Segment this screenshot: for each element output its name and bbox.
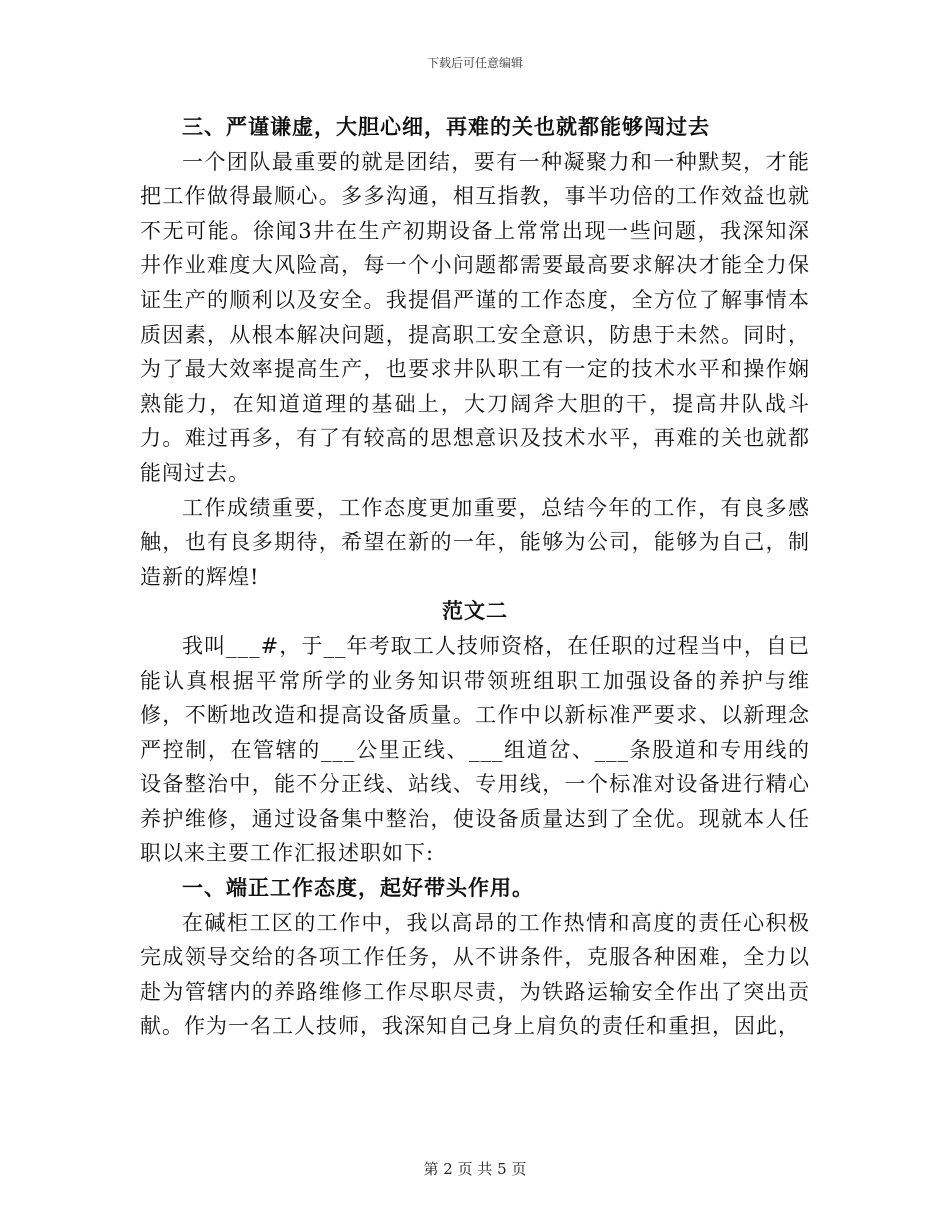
page-header: 下载后可任意编辑 [426,56,523,70]
document-body [140,110,810,1044]
paragraph-teamwork: 一个团队最重要的就是团结，要有一种凝聚力和一种默契，才能把工作做得最顺心。多多沟通，相互指教，事半功倍的工作效益也就不无可能。徐闻3井在生产初期设备上常常出现一些问题，我深知深井作业难度大风险高，每一个小问题都需要最高要求解决才能全力保证生产的顺利以及安全。我提倡严谨的工作态度，全方位了解事情本质因素，从根本解决问题，提高职工安全意识，防患于未然。同时，为了最大效率提高生产，也要求井队职工有一定的技术水平和操作娴熟能力，在知道道理的基础上，大刀阔斧大胆的干，提高井队战斗力。难过再多，有了有较高的思想意识及技术水平，再难的关也就都能闯过去。 [140,149,810,485]
heading-section-1: 一、端正工作态度，起好带头作用。 [182,875,534,901]
heading-section-3: 三、严谨谦虚，大胆心细，再难的关也就都能够闯过去 [182,114,710,139]
paragraph-intro: 我叫___#，于__年考取工人技师资格，在任职的过程当中，自已能认真根据平常所学的业务知识带领班组职工加强设备的养护与维修，不断地改造和提高设备质量。工作中以新标准严要求、以新理念严控制，在管辖的___公里正线、___组道岔、___条股道和专用线的设备整治中，能不分正线、站线、专用线，一个标准对设备进行精心养护维修，通过设备集中整治，使设备质量达到了全优。现就本人任职以来主要工作汇报述职如下: [140,633,810,866]
section-title: 范文二 [442,598,508,624]
paragraph-work-attitude: 在碱柜工区的工作中，我以高昂的工作热情和高度的责任心积极完成领导交给的各项工作任务，从不讲条件，克服各种困难，全力以赴为管辖内的养路维修工作尽职尽责，为铁路运输安全作出了突出贡献。作为一名工人技师，我深知自己身上肩负的责任和重担，因此， [140,910,810,1039]
paragraph-summary: 工作成绩重要，工作态度更加重要，总结今年的工作，有良多感触，也有良多期待，希望在新的一年，能够为公司，能够为自己，制造新的辉煌! [140,495,810,589]
page-footer: 第 2 页 共 5 页 [423,1160,527,1178]
